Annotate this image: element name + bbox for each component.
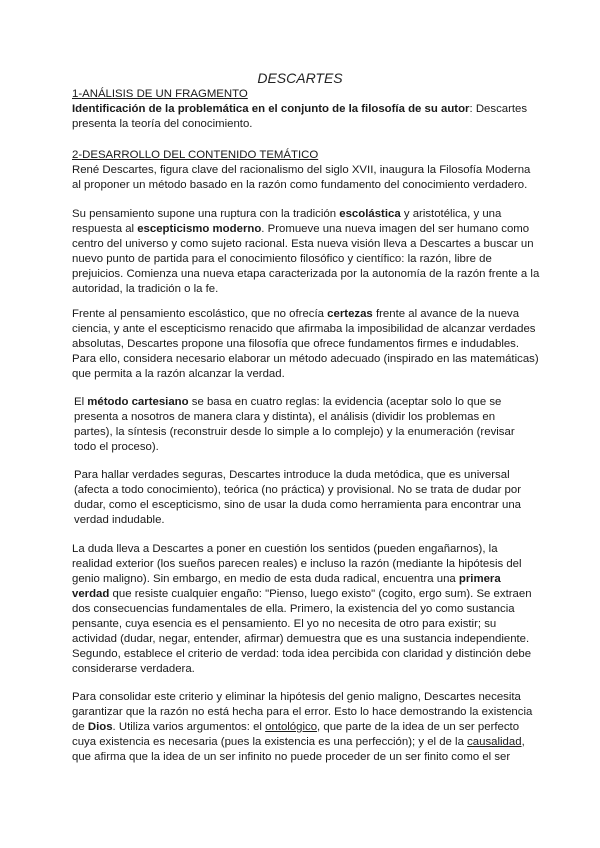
text-run: frente al avance de la nueva (372, 308, 520, 320)
paragraph-line (72, 750, 530, 765)
text-run: cuya existencia es necesaria (pues la existencia es una perfección); y el de la (72, 736, 468, 748)
text-run: se basa en cuatro reglas: la evidencia (aceptar solo lo que se (188, 396, 502, 408)
paragraph-line (72, 572, 530, 587)
paragraph-line (72, 587, 530, 602)
text-run: autoridad, la tradición o la fe. (72, 283, 219, 295)
text-run: . Utiliza varios argumentos: el (112, 721, 266, 733)
document-title: DESCARTES (257, 70, 343, 86)
bold-term: método cartesiano (87, 396, 189, 408)
section-1-line (72, 117, 530, 132)
bold-term: Identificación de la problemática en el conjunto de la filosofía de su autor (72, 103, 470, 115)
paragraph-7 (72, 690, 533, 765)
paragraph-line (72, 282, 530, 297)
bold-term: certezas (327, 308, 373, 320)
text-run: que permita a la razón alcanzar la verdad. (72, 368, 285, 380)
paragraph-line (72, 307, 530, 322)
paragraph-line (72, 542, 530, 557)
paragraph-line (72, 367, 530, 382)
text-run: presenta la teoría del conocimiento. (72, 118, 253, 130)
paragraph-line (72, 720, 530, 735)
paragraph-line (72, 207, 530, 222)
paragraph-6 (72, 542, 530, 677)
section-2 (72, 148, 530, 193)
paragraph-line (72, 662, 530, 677)
paragraph-line (72, 705, 533, 720)
text-run: actividad (dudar, negar, entender, afirmar) demuestra que es una sustancia independiente. (72, 633, 530, 645)
section-1-line (72, 102, 530, 117)
text-run: Para ello, considera necesario elaborar un método adecuado (inspirado en las matemáticas) (72, 353, 539, 365)
text-run: nuevo punto de partida para el conocimiento filosófico y científico: la razón, libre de (72, 253, 492, 265)
paragraph-line (72, 690, 530, 705)
paragraph-line (72, 222, 530, 237)
text-run: considerarse verdadera. (72, 663, 195, 675)
paragraph-line (72, 252, 530, 267)
paragraph-line (72, 352, 539, 367)
section-1 (72, 87, 530, 132)
text-run: y aristotélica, y una (400, 208, 502, 220)
paragraph-line (72, 267, 540, 282)
text-run: centro del universo y como sujeto racional. Esta nueva visión lleva a Descartes a buscar un (72, 238, 534, 250)
bold-term: verdad (72, 588, 110, 600)
text-run: realidad exterior (los sueños parecen reales) e incluso la razón (mediante la hipótesis del (72, 558, 522, 570)
text-run: (afecta a todo conocimiento), teórica (no práctica) y provisional. No se trata de dudar por (74, 484, 521, 496)
paragraph-line (74, 483, 532, 498)
paragraph-line (72, 632, 530, 647)
bold-term: escolástica (339, 208, 401, 220)
text-run: pensante, cuya esencia es el pensamiento. El yo no necesita de otro para existir; su (72, 618, 497, 630)
text-run: partes), la síntesis (reconstruir desde lo simple a lo complejo) y la enumeración (revisar (74, 426, 515, 438)
text-run: de (72, 721, 88, 733)
text-run: , que parte de la idea de un ser perfecto (317, 721, 520, 733)
paragraph-line (74, 395, 532, 410)
text-run: El (74, 396, 88, 408)
bold-term: Dios (87, 721, 113, 733)
paragraph-line (72, 237, 534, 252)
underlined-term: ontológico (265, 721, 318, 733)
paragraph-line (72, 337, 530, 352)
section-2-heading: 2-DESARROLLO DEL CONTENIDO TEMÁTICO (72, 149, 319, 161)
text-run: que afirma que la idea de un ser infinito no puede proceder de un ser finito como el ser (72, 751, 511, 763)
text-run: René Descartes, figura clave del racionalismo del siglo XVII, inaugura la Filosofía Moderna (72, 164, 531, 176)
text-run: Para consolidar este criterio y eliminar la hipótesis del genio maligno, Descartes necesita (72, 691, 521, 703)
paragraph-line (74, 498, 532, 513)
text-run: garantizar que la razón no está hecha para el error. Esto lo hace demostrando la existencia (72, 706, 533, 718)
text-run: genio maligno). Sin embargo, en medio de esta duda radical, encuentra una (72, 573, 459, 585)
paragraph-line (74, 440, 532, 455)
paragraph-1-line (72, 178, 530, 193)
paragraph-3 (72, 307, 539, 382)
paragraph-line (74, 513, 532, 528)
text-run: prejuicios. Comienza una nueva etapa caracterizada por la autonomía de la razón frente a la (72, 268, 540, 280)
paragraph-4 (74, 395, 532, 455)
paragraph-line (72, 617, 530, 632)
section-1-heading: 1-ANÁLISIS DE UN FRAGMENTO (72, 88, 248, 100)
text-run: Frente al pensamiento escolástico, que no ofrecía (72, 308, 328, 320)
text-run: presenta a nosotros de manera clara y distinta), el análisis (dividir los problemas en (74, 411, 496, 423)
paragraph-2 (72, 207, 540, 297)
text-run: Segundo, establece el criterio de verdad: toda idea percibida con claridad y distinción debe (72, 648, 532, 660)
paragraph-line (74, 410, 532, 425)
text-run: Para hallar verdades seguras, Descartes introduce la duda metódica, que es universal (74, 469, 510, 481)
paragraph-line (72, 735, 530, 750)
text-run: dos consecuencias fundamentales de ella. Primero, la existencia del yo como sustancia (72, 603, 515, 615)
paragraph-line (72, 602, 530, 617)
text-run: absolutas, Descartes propone una filosofía que ofrece fundamentos firmes e indudables. (72, 338, 520, 350)
text-run: verdad indudable. (74, 514, 165, 526)
paragraph-line (72, 557, 530, 572)
underlined-term: causalidad (467, 736, 522, 748)
text-run: dudar, como el escepticismo, sino de usar la duda como herramienta para encontrar una (74, 499, 522, 511)
text-run: respuesta al (72, 223, 138, 235)
paragraph-line (74, 468, 532, 483)
text-run: al proponer un método basado en la razón como fundamento del conocimiento verdadero. (72, 179, 528, 191)
paragraph-5 (74, 468, 532, 528)
paragraph-1-line (72, 163, 530, 178)
text-run: , (521, 736, 525, 748)
text-run: todo el proceso). (74, 441, 159, 453)
text-run: que resiste cualquier engaño: "Pienso, luego existo" (cogito, ergo sum). Se extraen (109, 588, 532, 600)
paragraph-line (74, 425, 532, 440)
bold-term: primera (458, 573, 501, 585)
text-run: Su pensamiento supone una ruptura con la tradición (72, 208, 340, 220)
text-run: : Descartes (469, 103, 528, 115)
text-run: ciencia, y ante el escepticismo renacido que afirmaba la imposibilidad de alcanzar verdades (72, 323, 536, 335)
text-run: La duda lleva a Descartes a poner en cuestión los sentidos (pueden engañarnos), la (72, 543, 498, 555)
text-run: . Promueve una nueva imagen del ser humano como (261, 223, 530, 235)
bold-term: escepticismo moderno (137, 223, 262, 235)
paragraph-line (72, 322, 536, 337)
paragraph-line (72, 647, 530, 662)
